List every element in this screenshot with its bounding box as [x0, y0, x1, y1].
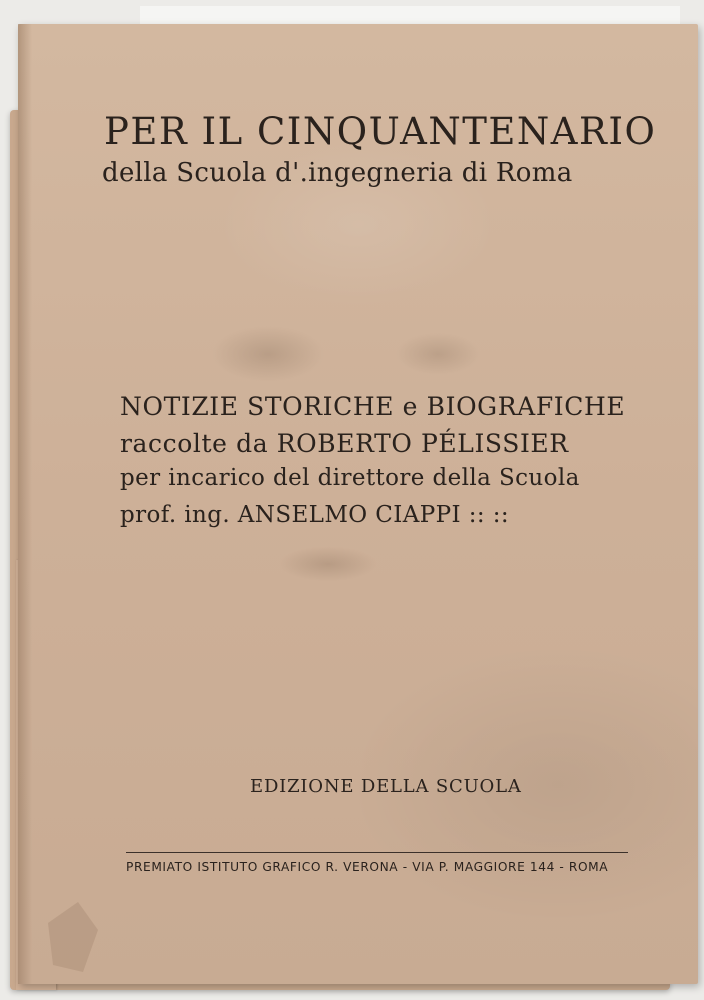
edition-label: EDIZIONE DELLA SCUOLA: [250, 776, 522, 797]
corner-tear: [48, 902, 98, 972]
printer-imprint: PREMIATO ISTITUTO GRAFICO R. VERONA - VIA P. MAGGIORE 144 - ROMA: [126, 860, 609, 874]
torn-left-edge: [18, 24, 32, 984]
cover-title: PER IL CINQUANTENARIO: [104, 110, 657, 153]
notes-line-2: raccolte da ROBERTO PÉLISSIER: [120, 429, 569, 458]
notes-line-4: prof. ing. ANSELMO CIAPPI :: ::: [120, 502, 510, 528]
notes-line-1: NOTIZIE STORICHE e BIOGRAFICHE: [120, 392, 626, 421]
cover-subtitle: della Scuola d'.ingegneria di Roma: [102, 158, 573, 188]
notes-line-3: per incarico del direttore della Scuola: [120, 465, 580, 491]
book-cover: [18, 24, 698, 984]
printer-divider: [126, 852, 628, 853]
